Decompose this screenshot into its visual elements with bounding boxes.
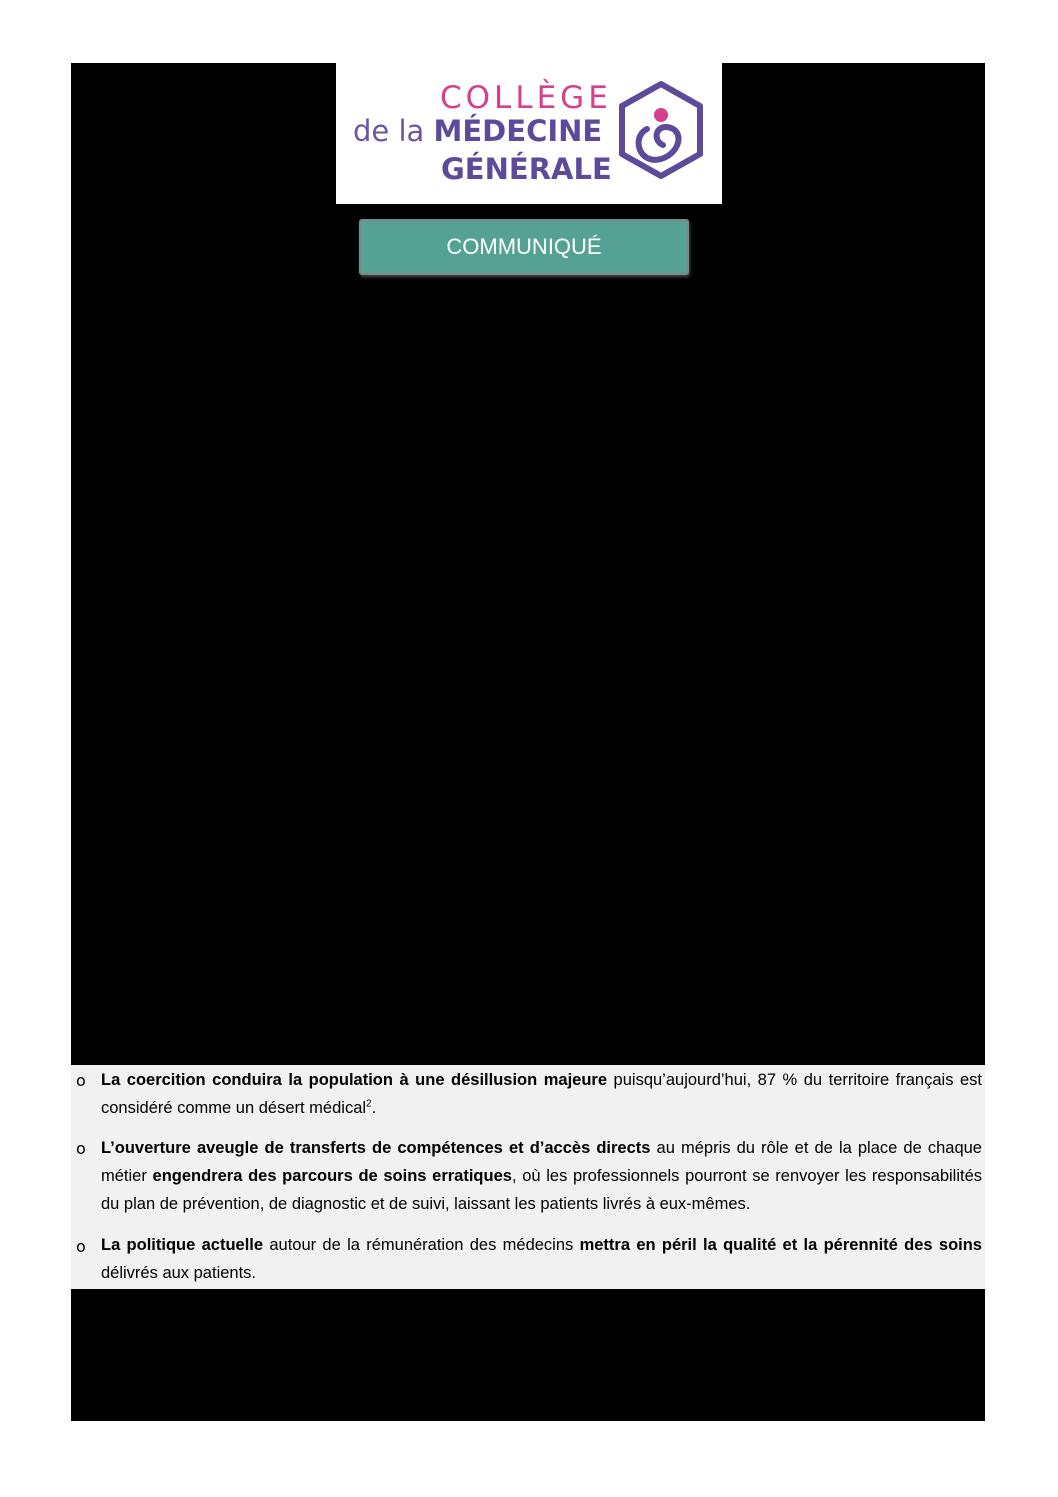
hexagon-emblem-icon: [617, 79, 705, 181]
list-item-bold: La politique actuelle: [101, 1236, 264, 1254]
list-item-bold: engendrera des parcours de soins erratiques: [152, 1167, 512, 1185]
list-item-bold: La coercition conduira la population à une désillusion majeure: [101, 1071, 608, 1089]
list-item-bold: mettra en péril la qualité et la pérennité des soins: [579, 1236, 982, 1254]
bullet-marker: o: [76, 1237, 86, 1256]
list-item-text: délivrés aux patients.: [101, 1264, 257, 1282]
list-item-text: puisqu’aujourd’hui, 87 % du territoire français est considéré comme un désert médical: [101, 1071, 982, 1117]
communique-banner: COMMUNIQUÉ: [359, 219, 689, 275]
list-item-text: , où les professionnels pourront se renvoyer les responsabilités du plan de prévention, de diagnostic et de suivi, laissant les patients livrés à eux-mêmes.: [101, 1167, 982, 1213]
list-item: [101, 1231, 982, 1287]
logo-generale-text: GÉNÉRALE: [441, 152, 612, 186]
list-item-text: .: [371, 1099, 377, 1117]
list-item: [101, 1066, 982, 1122]
list-item-text: autour de la rémunération des médecins: [263, 1236, 580, 1254]
footnote-marker: 2: [366, 1098, 372, 1110]
list-item-bold: L’ouverture aveugle de transferts de compétences et d’accès directs: [101, 1139, 651, 1157]
logo-medecine-text: [353, 114, 602, 148]
list-item: [101, 1134, 982, 1218]
logo-de-la: de la: [353, 114, 434, 148]
list-item-text: au mépris du rôle et de la place de chaque métier: [101, 1139, 982, 1185]
logo-college-text: COLLÈGE: [440, 80, 612, 116]
logo-medecine: MÉDECINE: [433, 114, 603, 148]
bullet-marker: o: [76, 1139, 86, 1158]
bullet-marker: o: [76, 1071, 86, 1090]
